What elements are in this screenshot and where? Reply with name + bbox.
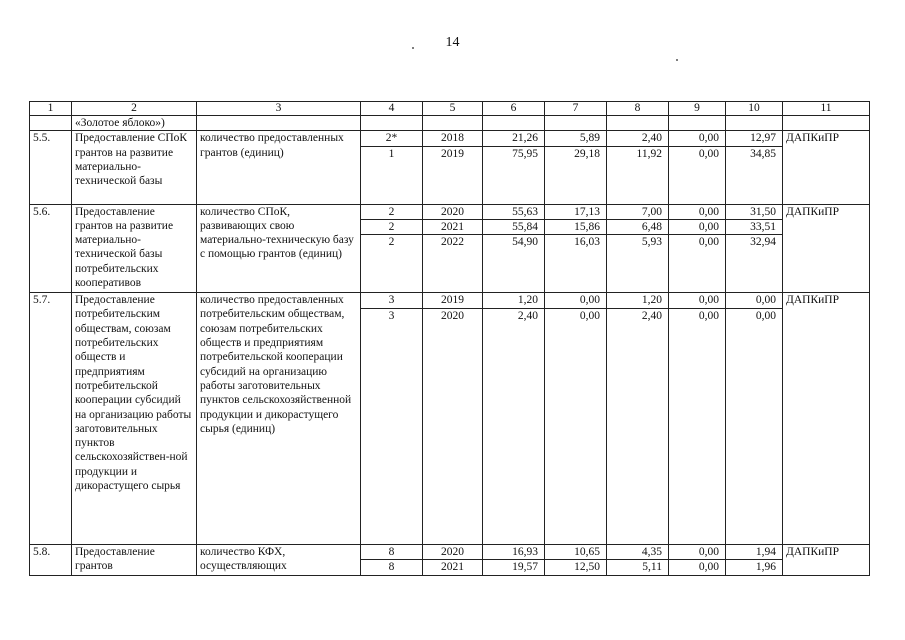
regional-funding: 1,20: [607, 293, 669, 309]
table-row: [30, 204, 870, 219]
column-number: 1: [30, 102, 72, 116]
local-funding: 0,00: [669, 146, 726, 204]
year: 2022: [423, 235, 483, 293]
table-row: [30, 131, 870, 146]
local-funding: 0,00: [669, 293, 726, 309]
extra-budget-funding: 1,94: [726, 545, 783, 560]
extra-budget-funding: 12,97: [726, 131, 783, 146]
year: 2020: [423, 545, 483, 560]
row-code: 5.8.: [30, 545, 72, 576]
column-number-row: [30, 102, 870, 116]
column-number: 2: [72, 102, 197, 116]
local-funding: 0,00: [669, 131, 726, 146]
column-number: 11: [783, 102, 870, 116]
indicator-value: 8: [361, 560, 423, 575]
indicator-value: 3: [361, 309, 423, 545]
total-funding: 21,26: [483, 131, 545, 146]
column-number: 9: [669, 102, 726, 116]
local-funding: 0,00: [669, 235, 726, 293]
federal-funding: 12,50: [545, 560, 607, 575]
federal-funding: 29,18: [545, 146, 607, 204]
federal-funding: 0,00: [545, 293, 607, 309]
federal-funding: 5,89: [545, 131, 607, 146]
extra-budget-funding: 1,96: [726, 560, 783, 575]
year: 2019: [423, 293, 483, 309]
indicator-value: 1: [361, 146, 423, 204]
column-number: 4: [361, 102, 423, 116]
regional-funding: 7,00: [607, 204, 669, 219]
table-body: [30, 131, 870, 575]
continuation-text: «Золотое яблоко»): [72, 116, 197, 131]
total-funding: 55,63: [483, 204, 545, 219]
row-code: 5.5.: [30, 131, 72, 204]
column-number: 5: [423, 102, 483, 116]
year: 2021: [423, 219, 483, 234]
extra-budget-funding: 34,85: [726, 146, 783, 204]
program-table: [29, 101, 870, 576]
total-funding: 1,20: [483, 293, 545, 309]
row-code: 5.7.: [30, 293, 72, 545]
extra-budget-funding: 0,00: [726, 293, 783, 309]
indicator-name: количество предоставленных потребительским обществам, союзам потребительских обществ и предприятиям потребительской кооперации субсидий на организацию работы заготовительных пунктов сельскохозяйственной продукции и дикорастущего сырья (единиц): [197, 293, 361, 545]
regional-funding: 2,40: [607, 309, 669, 545]
regional-funding: 11,92: [607, 146, 669, 204]
regional-funding: 5,11: [607, 560, 669, 575]
extra-budget-funding: 31,50: [726, 204, 783, 219]
regional-funding: 2,40: [607, 131, 669, 146]
total-funding: 2,40: [483, 309, 545, 545]
event-name: Предоставление грантов на развитие материально-технической базы потребительских кооперативов: [72, 204, 197, 293]
indicator-name: количество КФХ, осуществляющих: [197, 545, 361, 576]
column-number: 6: [483, 102, 545, 116]
event-name: Предоставление грантов: [72, 545, 197, 576]
indicator-value: 2: [361, 235, 423, 293]
scan-speck: [412, 47, 414, 49]
federal-funding: 16,03: [545, 235, 607, 293]
total-funding: 55,84: [483, 219, 545, 234]
event-name: Предоставление потребительским обществам, союзам потребительских обществ и предприятиям потребительской кооперации субсидий на организацию работы заготовительных пунктов сельскохозяйствен-ной продукции и дикорастущего сырья: [72, 293, 197, 545]
extra-budget-funding: 33,51: [726, 219, 783, 234]
local-funding: 0,00: [669, 219, 726, 234]
federal-funding: 10,65: [545, 545, 607, 560]
executor: ДАПКиПР: [783, 131, 870, 204]
executor: ДАПКиПР: [783, 293, 870, 545]
executor: ДАПКиПР: [783, 545, 870, 576]
program-table-container: [29, 101, 870, 576]
total-funding: 54,90: [483, 235, 545, 293]
row-code: 5.6.: [30, 204, 72, 293]
local-funding: 0,00: [669, 204, 726, 219]
federal-funding: 15,86: [545, 219, 607, 234]
regional-funding: 4,35: [607, 545, 669, 560]
page-number: 14: [445, 35, 460, 50]
year: 2019: [423, 146, 483, 204]
indicator-name: количество СПоК, развивающих свою материально-техническую базу с помощью грантов (единиц): [197, 204, 361, 293]
column-number: 3: [197, 102, 361, 116]
column-number: 10: [726, 102, 783, 116]
executor: ДАПКиПР: [783, 204, 870, 293]
table-row: [30, 545, 870, 560]
extra-budget-funding: 0,00: [726, 309, 783, 545]
total-funding: 19,57: [483, 560, 545, 575]
indicator-value: 2: [361, 219, 423, 234]
total-funding: 16,93: [483, 545, 545, 560]
column-number: 7: [545, 102, 607, 116]
total-funding: 75,95: [483, 146, 545, 204]
local-funding: 0,00: [669, 309, 726, 545]
year: 2020: [423, 309, 483, 545]
year: 2021: [423, 560, 483, 575]
year: 2020: [423, 204, 483, 219]
indicator-value: 8: [361, 545, 423, 560]
federal-funding: 0,00: [545, 309, 607, 545]
year: 2018: [423, 131, 483, 146]
regional-funding: 6,48: [607, 219, 669, 234]
regional-funding: 5,93: [607, 235, 669, 293]
local-funding: 0,00: [669, 545, 726, 560]
indicator-value: 3: [361, 293, 423, 309]
extra-budget-funding: 32,94: [726, 235, 783, 293]
table-row: [30, 293, 870, 309]
scan-speck: [676, 59, 678, 61]
local-funding: 0,00: [669, 560, 726, 575]
indicator-value: 2: [361, 204, 423, 219]
event-name: Предоставление СПоК грантов на развитие материально-технической базы: [72, 131, 197, 204]
federal-funding: 17,13: [545, 204, 607, 219]
indicator-name: количество предоставленных грантов (единиц): [197, 131, 361, 204]
continuation-row: [30, 116, 870, 131]
column-number: 8: [607, 102, 669, 116]
indicator-value: 2*: [361, 131, 423, 146]
